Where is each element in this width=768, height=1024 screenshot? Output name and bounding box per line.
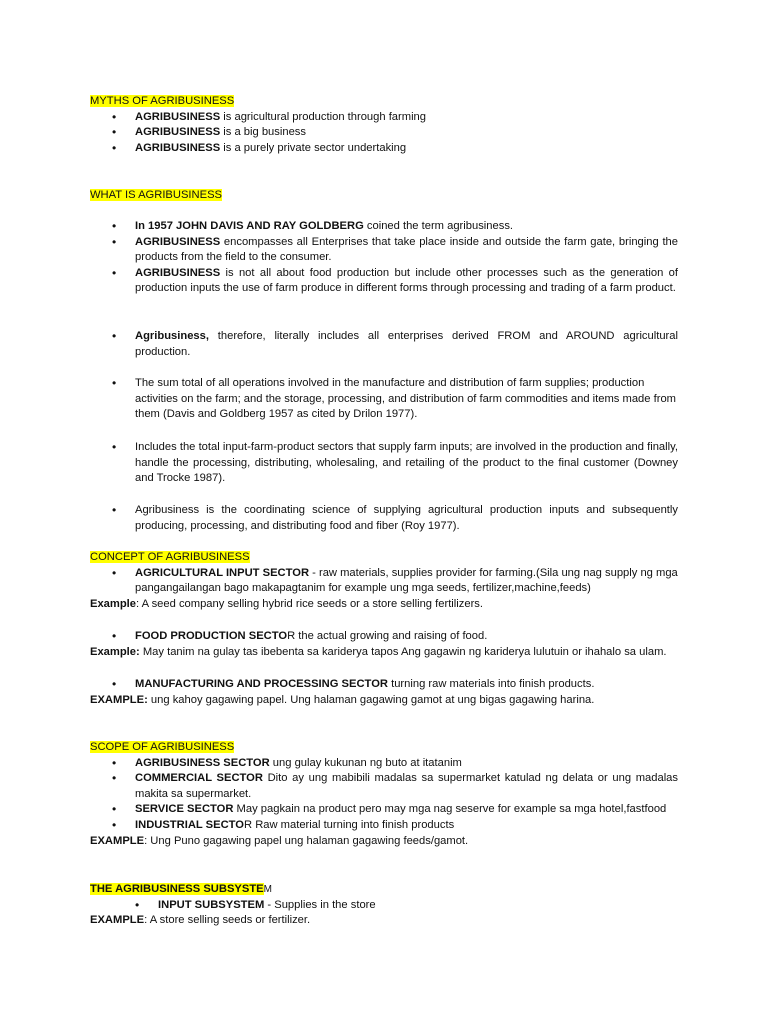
concept-list-3	[90, 677, 678, 693]
list-item: • COMMERCIAL SECTOR Dito ay ung mabibili madalas sa supermarket katulad ng delata or ung madalas makita sa supermarket.	[90, 771, 678, 802]
scope-list	[90, 756, 678, 834]
example-line: EXAMPLE: Ung Puno gagawing papel ung halaman gagawing feeds/gamot.	[90, 834, 469, 847]
concept-heading: CONCEPT OF AGRIBUSINESS	[90, 551, 250, 563]
what-section	[90, 188, 678, 204]
myths-section	[90, 94, 678, 156]
example-line: Example: A seed company selling hybrid rice seeds or a store selling fertilizers.	[90, 597, 484, 610]
list-item: • MANUFACTURING AND PROCESSING SECTOR turning raw materials into finish products.	[90, 677, 678, 693]
list-item: • Includes the total input-farm-product sectors that supply farm inputs; are involved in the production and finally, handle the processing, distributing, wholesaling, and retailing of the product to the final customer (Downey and Trocke 1987).	[90, 440, 678, 487]
what-heading: WHAT IS AGRIBUSINESS	[90, 189, 222, 201]
what-list-4	[90, 440, 678, 487]
list-item: • AGRIBUSINESS encompasses all Enterprises that take place inside and outside the farm gate, bringing the products from the field to the consumer.	[90, 235, 678, 266]
what-list-2	[90, 329, 678, 360]
list-item: • AGRIBUSINESS is agricultural production through farming	[90, 110, 678, 126]
scope-heading: SCOPE OF AGRIBUSINESS	[90, 741, 235, 753]
example-line: EXAMPLE: A store selling seeds or fertilizer.	[90, 914, 311, 927]
list-item: • Agribusiness is the coordinating science of supplying agricultural production inputs and subsequently producing, processing, and distributing food and fiber (Roy 1977).	[90, 503, 678, 534]
concept-section	[90, 550, 678, 612]
list-item: • AGRIBUSINESS is a purely private sector undertaking	[90, 141, 678, 157]
list-item: • In 1957 JOHN DAVIS AND RAY GOLDBERG coined the term agribusiness.	[90, 219, 678, 235]
subsystem-heading-tail: M	[263, 884, 272, 895]
list-item: • AGRICULTURAL INPUT SECTOR - raw materials, supplies provider for farming.(Sila ung nag supply ng mga pangangailangan bago makapagtanim for example ung mga seeds, fertilizer,machine,feeds)	[90, 566, 678, 597]
list-item: • AGRIBUSINESS is not all about food production but include other processes such as the generation of production inputs the use of farm produce in different forms through processing and trading of a farm product.	[90, 266, 678, 297]
subsystem-list	[90, 898, 678, 914]
example-line: Example: May tanim na gulay tas ibebenta sa karideryа tapos Ang gagawin ng kariderya lulutuin or ihahalo sa ulam.	[90, 645, 667, 658]
what-list	[90, 219, 678, 297]
subsystem-section	[90, 882, 678, 929]
list-item: • The sum total of all operations involved in the manufacture and distribution of farm supplies; production activities on the farm; and the storage, processing, and distribution of farm commodities and items made from them (Davis and Goldberg 1957 as cited by Drilon 1977).	[90, 376, 678, 423]
list-item: • FOOD PRODUCTION SECTOR the actual growing and raising of food.	[90, 629, 678, 645]
list-item: • INPUT SUBSYSTEM - Supplies in the store	[90, 898, 678, 914]
what-list-5	[90, 503, 678, 534]
list-item: • AGRIBUSINESS is a big business	[90, 125, 678, 141]
list-item: • Agribusiness, therefore, literally includes all enterprises derived FROM and AROUND agricultural production.	[90, 329, 678, 360]
myths-list	[90, 110, 678, 157]
subsystem-heading: THE AGRIBUSINESS SUBSYSTE	[90, 883, 264, 895]
what-list-3	[90, 376, 678, 423]
concept-list-1	[90, 566, 678, 597]
concept-section-2	[90, 629, 678, 660]
concept-section-3	[90, 677, 678, 708]
list-item: • SERVICE SECTOR May pagkain na product pero may mga nag seserve for example sa mga hotel,fastfood	[90, 802, 678, 818]
list-item: • AGRIBUSINESS SECTOR ung gulay kukunan ng buto at itatanim	[90, 756, 678, 772]
scope-section	[90, 740, 678, 849]
list-item: • INDUSTRIAL SECTOR Raw material turning into finish products	[90, 818, 678, 834]
concept-list-2	[90, 629, 678, 645]
example-line: EXAMPLE: ung kahoy gagawing papel. Ung halaman gagawing gamot at ung bigas gagawing harina.	[90, 693, 595, 706]
myths-heading: MYTHS OF AGRIBUSINESS	[90, 95, 235, 107]
